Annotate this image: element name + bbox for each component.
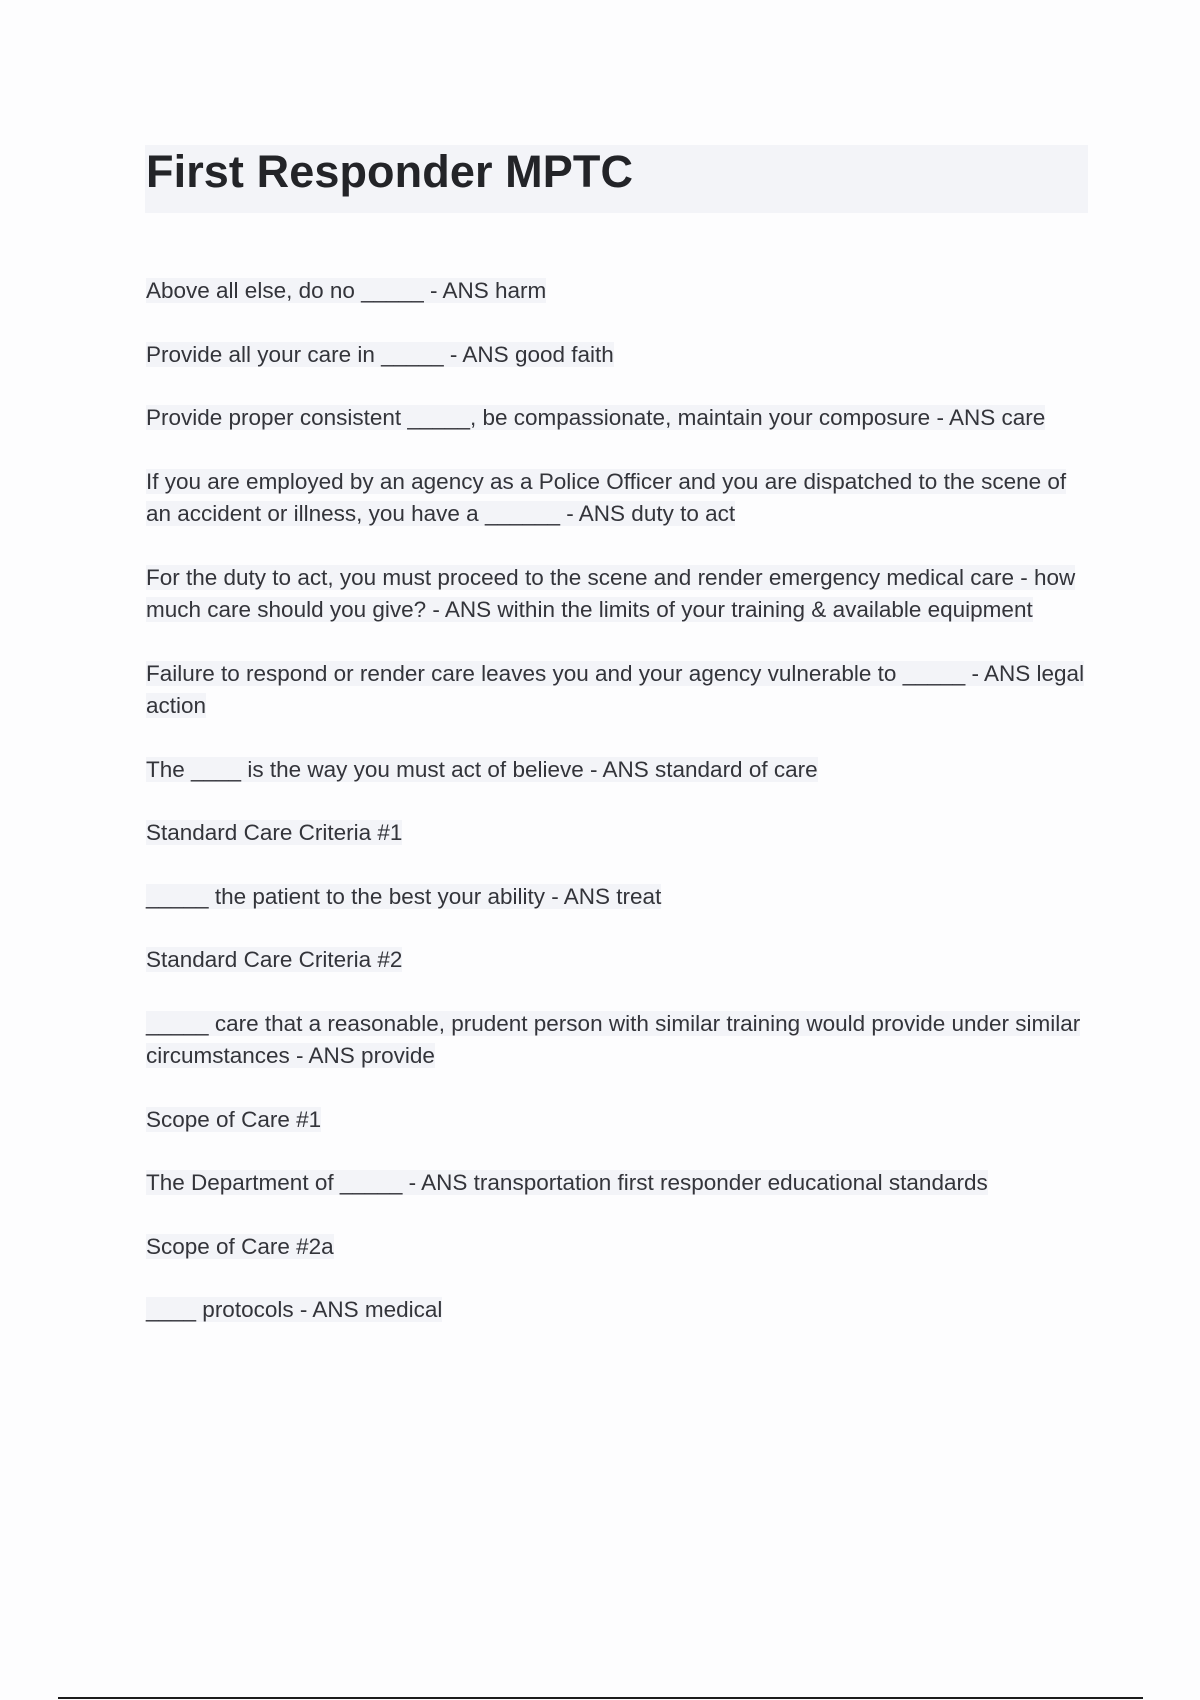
- list-item: [146, 817, 1086, 850]
- item-text: Failure to respond or render care leaves you and your agency vulnerable to _____ - ANS legal action: [146, 660, 1085, 718]
- item-text: If you are employed by an agency as a Police Officer and you are dispatched to the scene of an accident or illness, you have a ______ - ANS duty to act: [146, 468, 1067, 526]
- list-item: [146, 1104, 1086, 1137]
- list-item: [146, 944, 1086, 977]
- page-title: First Responder MPTC: [146, 146, 634, 197]
- list-item: [146, 466, 1086, 531]
- list-item: [146, 275, 1086, 308]
- list-item: [146, 658, 1086, 723]
- list-item: [146, 1294, 1086, 1327]
- item-text: ____ protocols - ANS medical: [146, 1297, 443, 1322]
- item-text: Standard Care Criteria #2: [146, 947, 403, 972]
- list-item: [146, 881, 1086, 914]
- item-text: The ____ is the way you must act of believe - ANS standard of care: [146, 756, 818, 782]
- item-text: Above all else, do no _____ - ANS harm: [146, 278, 547, 303]
- list-item: [146, 1008, 1086, 1073]
- item-text: The Department of _____ - ANS transportation first responder educational standards: [146, 1170, 988, 1195]
- item-text: Scope of Care #2a: [146, 1233, 334, 1259]
- page-bottom-rule: [58, 1697, 1143, 1699]
- question-answer-list: [146, 275, 1086, 1358]
- item-text: _____ care that a reasonable, prudent person with similar training would provide under similar circumstances - ANS provide: [146, 1010, 1081, 1068]
- list-item: [146, 402, 1086, 435]
- list-item: [146, 1231, 1086, 1264]
- item-text: For the duty to act, you must proceed to the scene and render emergency medical care - how much care should you give? - ANS within the limits of your training & available equipment: [146, 564, 1076, 622]
- list-item: [146, 562, 1086, 627]
- item-text: Scope of Care #1: [146, 1106, 322, 1132]
- item-text: Standard Care Criteria #1: [146, 820, 403, 845]
- item-text: Provide proper consistent _____, be compassionate, maintain your composure - ANS care: [146, 405, 1046, 430]
- list-item: [146, 339, 1086, 372]
- item-text: Provide all your care in _____ - ANS good faith: [146, 341, 614, 367]
- item-text: _____ the patient to the best your ability - ANS treat: [146, 883, 662, 909]
- list-item: [146, 1167, 1086, 1200]
- list-item: [146, 754, 1086, 787]
